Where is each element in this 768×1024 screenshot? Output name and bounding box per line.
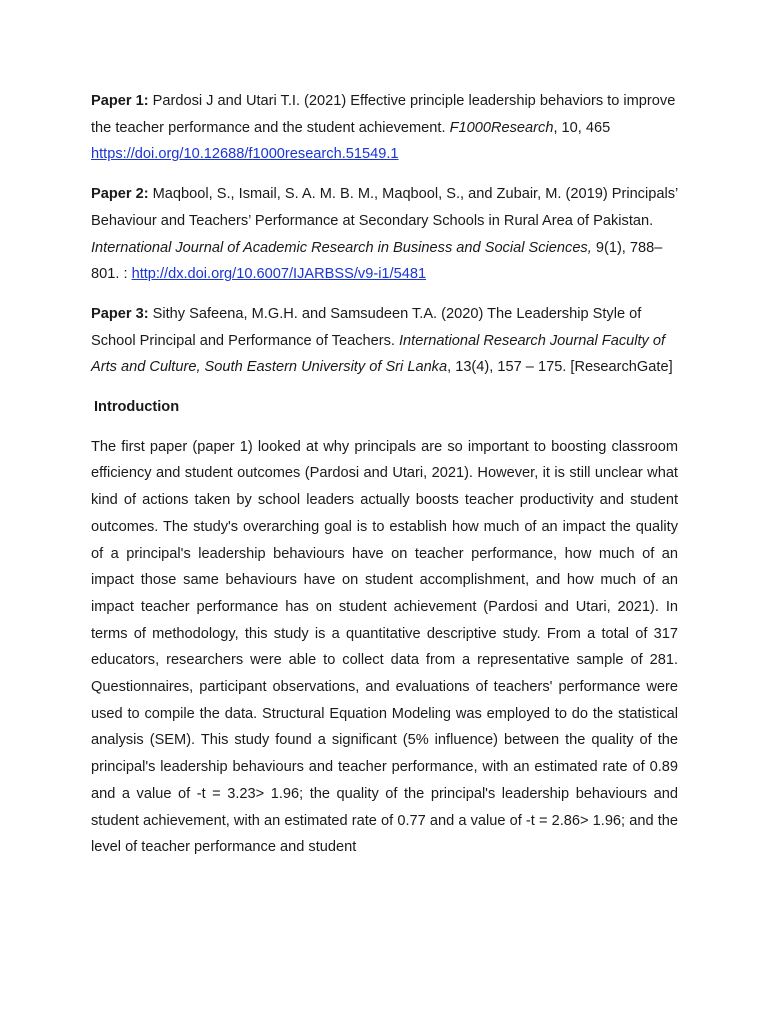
reference-citation: Maqbool, S., Ismail, S. A. M. B. M., Maqbool, S., and Zubair, M. (2019) Principals’ Behaviour and Teachers’ Performance at Secondary Schools in Rural Area of Pakistan. bbox=[91, 186, 678, 229]
reference-details: 9(1), 788–801. : bbox=[91, 239, 663, 283]
reference-details: , 13(4), 157 – 175. [ResearchGate] bbox=[447, 359, 673, 376]
reference-paper-2 bbox=[91, 181, 678, 288]
reference-paper-3 bbox=[91, 301, 678, 381]
reference-journal: International Journal of Academic Research in Business and Social Sciences, bbox=[91, 239, 592, 256]
reference-label: Paper 2: bbox=[91, 186, 149, 203]
reference-paper-1 bbox=[91, 88, 678, 168]
reference-citation: Pardosi J and Utari T.I. (2021) Effective principle leadership behaviors to improve the teacher performance and the student achievement. bbox=[91, 93, 676, 136]
reference-label: Paper 3: bbox=[91, 305, 149, 322]
reference-doi-link[interactable]: https://doi.org/10.12688/f1000research.51549.1 bbox=[91, 146, 399, 163]
reference-label: Paper 1: bbox=[91, 93, 149, 109]
reference-journal: F1000Research bbox=[449, 119, 554, 136]
reference-citation: Sithy Safeena, M.G.H. and Samsudeen T.A. (2020) The Leadership Style of School Principal and Performance of Teachers. bbox=[91, 305, 642, 349]
reference-details: , 10, 465 bbox=[553, 119, 611, 136]
introduction-paragraph: The first paper (paper 1) looked at why principals are so important to boosting classroom efficiency and student outcomes (Pardosi and Utari, 2021). However, it is still unclear what kind of actions taken by school leaders actually boosts teacher productivity and student outcomes. The study's overarching goal is to establish how much of an impact the quality of a principal's leadership behaviours have on teacher performance, how much of an impact those same behaviours have on student accomplishment, and how much of an impact teacher performance has on student achievement (Pardosi and Utari, 2021). In terms of methodology, this study is a quantitative descriptive study. From a total of 317 educators, researchers were able to collect data from a representative sample of 281. Questionnaires, participant observations, and evaluations of teachers' performance were used to compile the data. Structural Equation Modeling was employed to do the statistical analysis (SEM). This study found a significant (5% influence) between the quality of the principal's leadership behaviours and teacher performance, with an estimated rate of 0.89 and a value of -t = 3.23> 1.96; the quality of the principal's leadership behaviours and student achievement, with an estimated rate of 0.77 and a value of -t = 2.86> 1.96; and the level of teacher performance and student bbox=[91, 438, 678, 856]
reference-journal: International Research Journal Faculty of Arts and Culture, South Eastern University of Sri Lanka bbox=[91, 332, 666, 376]
document-content bbox=[91, 88, 678, 861]
reference-doi-link[interactable]: http://dx.doi.org/10.6007/IJARBSS/v9-i1/5481 bbox=[131, 266, 427, 283]
section-heading-introduction: Introduction bbox=[94, 399, 180, 416]
